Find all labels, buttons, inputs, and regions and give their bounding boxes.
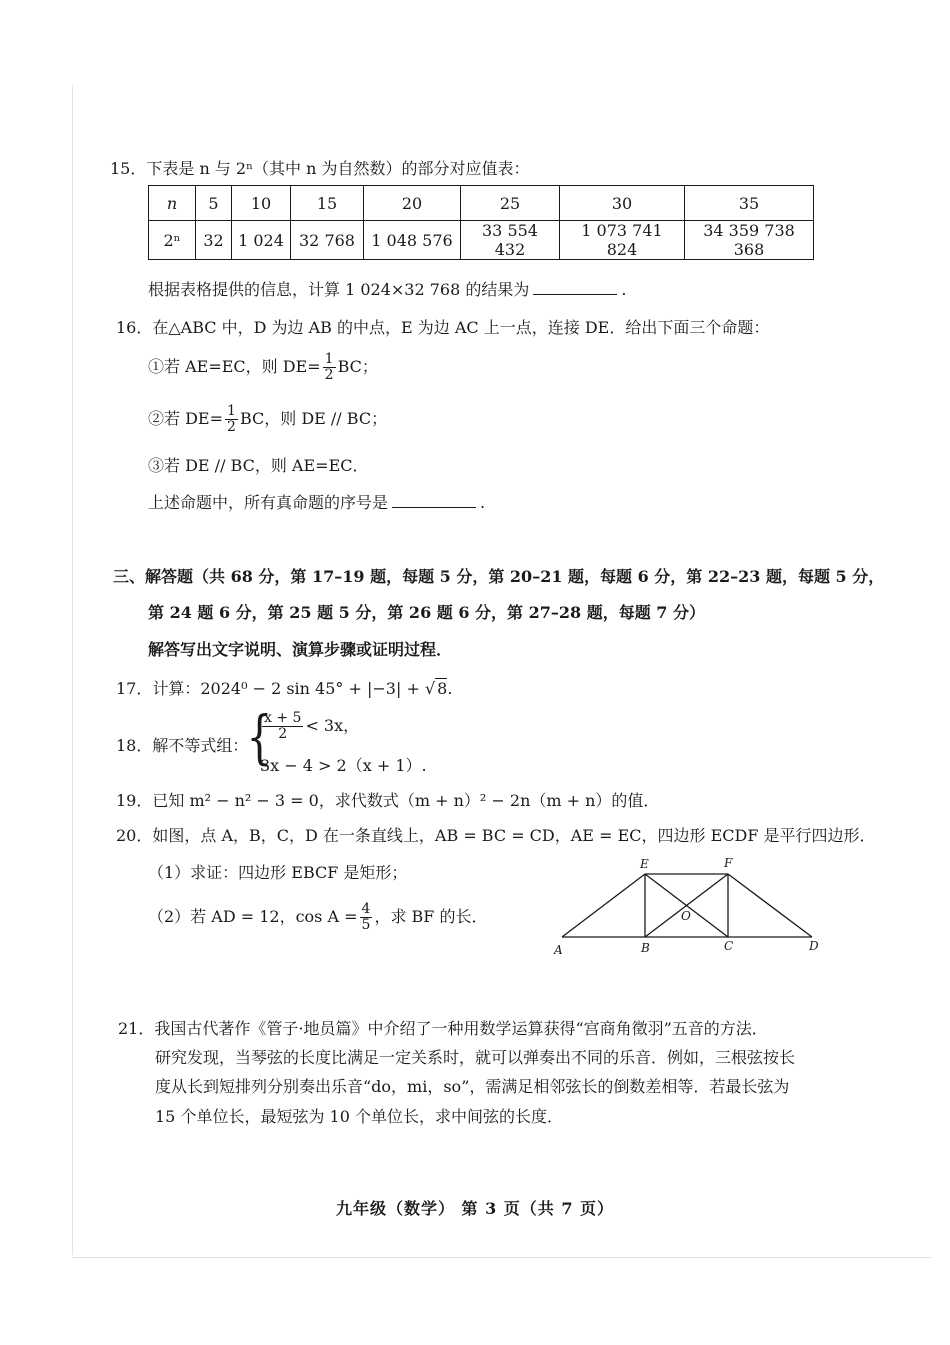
q18-label: 18．解不等式组： — [116, 736, 249, 755]
table-cell: 35 — [685, 186, 814, 221]
q17 — [116, 676, 452, 699]
point-label-e: E — [640, 857, 649, 871]
q16-prop3: ③若 DE // BC，则 AE=EC． — [148, 456, 369, 475]
fraction-half — [225, 404, 238, 435]
part2-text: （2）若 AD = 12，cos A = — [148, 907, 358, 926]
table-cell: 10 — [232, 186, 291, 221]
table-cell: 1 048 576 — [364, 221, 461, 260]
table-cell: 1 024 — [232, 221, 291, 260]
point-label-d: D — [809, 939, 819, 953]
table-cell: 32 768 — [291, 221, 364, 260]
table-cell: 1 073 741 824 — [560, 221, 685, 260]
q16-ask-text: 上述命题中，所有真命题的序号是 — [148, 493, 389, 512]
q20-part1: （1）求证：四边形 EBCF 是矩形； — [148, 863, 408, 882]
q16-prop1 — [148, 352, 378, 383]
q15-stem: 15．下表是 n 与 2ⁿ（其中 n 为自然数）的部分对应值表： — [110, 159, 530, 178]
frac-den: 2 — [278, 726, 288, 742]
q21-line3: 度从长到短排列分别奏出乐音“do，mi，so”，需满足相邻弦长的倒数差相等．若最长弦为 — [155, 1077, 790, 1096]
frac-den: 5 — [361, 917, 371, 933]
q16-prop2 — [148, 404, 387, 435]
point-label-c: C — [724, 939, 734, 953]
frac-num: 4 — [361, 901, 371, 917]
frac-num: 1 — [227, 403, 236, 419]
prop2-text: ②若 DE= — [148, 409, 224, 428]
frac-num: 1 — [324, 351, 334, 367]
point-label-f: F — [724, 856, 733, 870]
table-cell: 15 — [291, 186, 364, 221]
table-cell: 33 554 432 — [461, 221, 560, 260]
q19: 19．已知 m² − n² − 3 = 0，求代数式（m + n）² − 2n（m + n）的值． — [116, 791, 660, 810]
table-row — [149, 221, 814, 260]
q16-ask — [148, 490, 485, 513]
q15-ask — [148, 277, 626, 300]
q18-row1 — [260, 711, 359, 742]
fraction — [360, 902, 373, 933]
q20-part2 — [148, 902, 488, 933]
page-edge — [72, 85, 73, 1255]
table-cell: 32 — [196, 221, 232, 260]
table-row — [149, 186, 814, 221]
q15-end: . — [621, 280, 627, 299]
answer-blank — [392, 506, 476, 508]
table-cell: 34 359 738 368 — [685, 221, 814, 260]
q17-end: . — [447, 679, 453, 698]
fraction — [262, 711, 303, 742]
q17-text: 17．计算：2024⁰ − 2 sin 45° + |−3| + √ — [116, 679, 436, 698]
frac-den: 2 — [227, 419, 236, 435]
table-cell: 5 — [196, 186, 232, 221]
part2-tail: ，求 BF 的长． — [374, 907, 488, 926]
page-footer: 九年级（数学） 第 3 页（共 7 页） — [335, 1199, 615, 1218]
q21-line2: 研究发现，当琴弦的长度比满足一定关系时，就可以弹奏出不同的乐音．例如，三根弦按长 — [155, 1048, 796, 1067]
page-edge — [72, 1257, 932, 1258]
brace: { — [246, 703, 273, 771]
q21-line4: 15 个单位长，最短弦为 10 个单位长，求中间弦的长度． — [155, 1107, 563, 1126]
q20-stem: 20．如图，点 A，B，C，D 在一条直线上，AB = BC = CD，AE = EC，四边形 ECDF 是平行四边形． — [116, 826, 876, 845]
table-cell: 2ⁿ — [149, 221, 196, 260]
table-cell: 20 — [364, 186, 461, 221]
row1-rest: < 3x， — [305, 716, 360, 735]
prop2-tail: BC，则 DE // BC； — [239, 409, 388, 428]
section-title-cont: 第 24 题 6 分，第 25 题 5 分，第 26 题 6 分，第 27–28 题，每题 7 分） — [148, 603, 705, 622]
answer-blank — [533, 293, 617, 295]
point-label-b: B — [641, 941, 650, 955]
section-note: 解答写出文字说明、演算步骤或证明过程． — [148, 640, 453, 659]
prop1-text: ①若 AE=EC，则 DE= — [148, 357, 321, 376]
section-title: 三、解答题（共 68 分，第 17–19 题，每题 5 分，第 20–21 题，每题 6 分，第 22–23 题，每题 5 分， — [113, 567, 885, 586]
q16-stem: 16．在△ABC 中，D 为边 AB 的中点，E 为边 AC 上一点，连接 DE．给出下面三个命题： — [116, 318, 770, 337]
table-cell: 30 — [560, 186, 685, 221]
q16-end: . — [480, 493, 486, 512]
point-label-a: A — [554, 943, 563, 957]
q15-ask-text: 根据表格提供的信息，计算 1 024×32 768 的结果为 — [148, 280, 530, 299]
frac-den: 2 — [324, 367, 334, 383]
frac-num: x + 5 — [264, 710, 302, 726]
geometry-figure — [550, 852, 830, 962]
power-table — [148, 185, 814, 260]
q21-line1: 21．我国古代著作《管子·地员篇》中介绍了一种用数学运算获得“宫商角徵羽”五音的方法． — [118, 1019, 768, 1038]
prop1-tail: BC； — [337, 357, 378, 376]
sqrt-radicand: 8 — [437, 679, 448, 698]
q18-row2: 3x − 4 > 2（x + 1）. — [260, 756, 427, 775]
table-cell: n — [149, 186, 196, 221]
fraction-half — [323, 352, 336, 383]
point-label-o: O — [681, 909, 691, 923]
table-cell: 25 — [461, 186, 560, 221]
segment-fd — [728, 874, 812, 937]
segment-ae — [562, 874, 645, 937]
